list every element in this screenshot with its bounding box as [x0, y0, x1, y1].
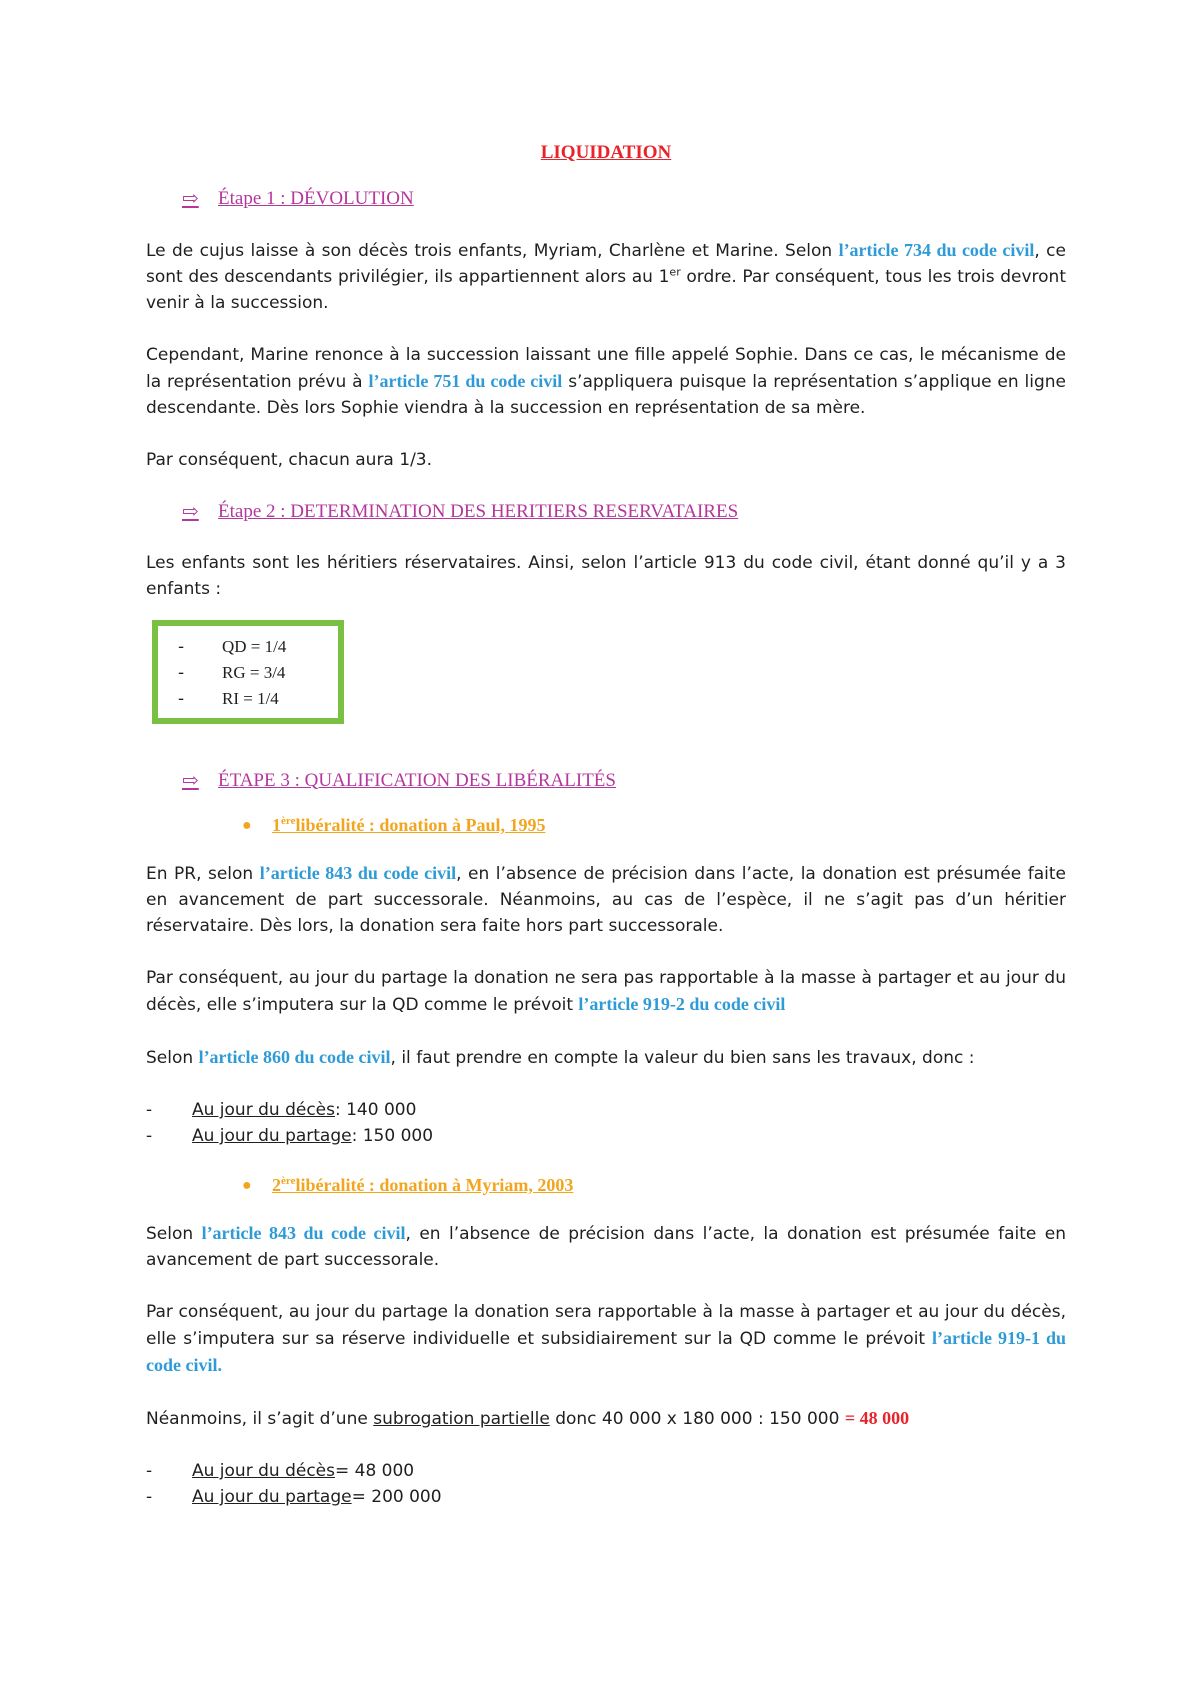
- text-run: libéralité : donation à Myriam, 2003: [295, 1175, 574, 1195]
- superscript: ère: [281, 1175, 296, 1187]
- dash-bullet: -: [178, 663, 185, 683]
- value-label: Au jour du partage: [192, 1126, 352, 1146]
- arrow-right-icon: ⇨: [182, 188, 199, 210]
- reserve-ri: RI = 1/4: [222, 689, 279, 708]
- liberalite-1-paragraph-1: [146, 860, 1066, 939]
- dash-bullet: -: [146, 1126, 153, 1146]
- liberalite-1-paragraph-2: [146, 965, 1066, 1018]
- article-reference: l’article 751 du code civil: [368, 371, 563, 391]
- liberalite-1-paragraph-3: [146, 1044, 1066, 1071]
- liberalite-2-heading: [242, 1175, 1066, 1196]
- text-run: ordre. Par conséquent, tous les trois devront venir à la succession.: [146, 267, 1066, 313]
- etape-1-heading: [182, 186, 1066, 211]
- text-run: libéralité : donation à Paul, 1995: [295, 815, 546, 835]
- liberalite-1-heading: [242, 815, 1066, 836]
- superscript: ère: [281, 815, 296, 827]
- text-run: , en l’absence de précision dans l’acte, la donation est présumée faite en avancement de part successorale. Néanmoins, au cas de l’espèce, il ne s’agit pas d’un héritier réservataire. Dès lors, la donation sera faite hors part successorale.: [146, 864, 1066, 936]
- list-item: [178, 686, 338, 712]
- value-amount: = 48 000: [334, 1461, 415, 1481]
- value-amount: : 150 000: [351, 1126, 434, 1146]
- list-item: [178, 634, 338, 660]
- text-run: Néanmoins, il s’agit d’une: [146, 1409, 374, 1429]
- dash-bullet: -: [146, 1487, 153, 1507]
- text-run: s’appliquera puisque la représentation s’applique en ligne descendante. Dès lors Sophie viendra à la succession en représentation de sa mère.: [146, 372, 1067, 418]
- arrow-right-icon: ⇨: [182, 770, 199, 792]
- etape-1-paragraph-3: Par conséquent, chacun aura 1/3.: [146, 450, 433, 470]
- page-title: LIQUIDATION: [540, 142, 672, 163]
- text-run: Le de cujus laisse à son décès trois enfants, Myriam, Charlène et Marine. Selon: [146, 241, 839, 261]
- liberalite-1-values: [146, 1097, 1066, 1149]
- bullet-icon: ●: [242, 816, 252, 834]
- reserve-list: [178, 634, 338, 712]
- list-item: [146, 1097, 1066, 1123]
- etape-3-heading-text: ÉTAPE 3 : QUALIFICATION DES LIBÉRALITÉS: [218, 769, 616, 791]
- article-reference: l’article 919-1 du code civil.: [146, 1328, 1066, 1375]
- value-label: Au jour du décès: [192, 1100, 335, 1120]
- article-reference: l’article 843 du code civil: [259, 863, 457, 883]
- article-reference: l’article 843 du code civil: [201, 1223, 406, 1243]
- bullet-icon: ●: [242, 1176, 252, 1194]
- text-run: 1: [272, 815, 281, 835]
- list-item: [178, 660, 338, 686]
- text-run: 2: [272, 1175, 281, 1195]
- value-amount: = 200 000: [351, 1487, 442, 1507]
- text-run: Selon: [146, 1048, 199, 1068]
- list-item: [146, 1458, 1066, 1484]
- liberalite-2-title: [272, 1175, 573, 1196]
- list-item: [146, 1484, 1066, 1510]
- etape-1-paragraph-2: [146, 342, 1066, 421]
- liberalite-2-paragraph-3: [146, 1405, 1066, 1432]
- document-content: [146, 142, 1066, 1536]
- value-amount: : 140 000: [334, 1100, 417, 1120]
- liberalite-2-paragraph-1: [146, 1220, 1066, 1273]
- dash-bullet: -: [146, 1100, 153, 1120]
- etape-2-heading: [182, 499, 1066, 524]
- etape-1-heading-text: Étape 1 : DÉVOLUTION: [218, 187, 414, 209]
- dash-bullet: -: [146, 1461, 153, 1481]
- value-label: Au jour du partage: [192, 1487, 352, 1507]
- article-reference: l’article 919-2 du code civil: [578, 994, 786, 1014]
- liberalite-2-values: [146, 1458, 1066, 1510]
- text-run: En PR, selon: [146, 864, 260, 884]
- etape-2-heading-text: Étape 2 : DETERMINATION DES HERITIERS RESERVATAIRES: [218, 500, 739, 522]
- dash-bullet: -: [178, 689, 185, 709]
- liberalite-1-title: [272, 815, 545, 836]
- text-run: Cependant, Marine renonce à la succession laissant une fille appelé Sophie. Dans ce cas, le mécanisme de la représentation prévu à: [146, 345, 1066, 392]
- value-label: Au jour du décès: [192, 1461, 335, 1481]
- dash-bullet: -: [178, 637, 185, 657]
- calculation-result: = 48 000: [844, 1408, 910, 1428]
- underlined-text: subrogation partielle: [373, 1409, 550, 1429]
- text-run: , en l’absence de précision dans l’acte, la donation est présumée faite en avancement de part successorale.: [146, 1224, 1066, 1270]
- text-run: donc 40 000 x 180 000 : 150 000: [549, 1409, 845, 1429]
- reserve-summary-box: [152, 620, 344, 724]
- article-reference: l’article 860 du code civil: [198, 1047, 391, 1067]
- text-run: , ce sont des descendants privilégier, ils appartiennent alors au 1: [146, 241, 1066, 287]
- reserve-qd: QD = 1/4: [222, 637, 287, 656]
- reserve-rg: RG = 3/4: [222, 663, 286, 682]
- liberalite-2-paragraph-2: [146, 1299, 1066, 1379]
- text-run: Selon: [146, 1224, 202, 1244]
- text-run: , il faut prendre en compte la valeur du bien sans les travaux, donc :: [390, 1048, 975, 1068]
- list-item: [146, 1123, 1066, 1149]
- text-run: Par conséquent, au jour du partage la donation sera rapportable à la masse à partager et au jour du décès, elle s’imputera sur sa réserve individuelle et subsidiairement sur la QD comme le prévoit: [146, 1302, 1066, 1349]
- article-reference: l’article 734 du code civil: [838, 240, 1035, 260]
- etape-2-paragraph-1: Les enfants sont les héritiers réservataires. Ainsi, selon l’article 913 du code civil, étant donné qu’il y a 3 enfants :: [146, 553, 1066, 599]
- superscript: er: [669, 265, 681, 279]
- arrow-right-icon: ⇨: [182, 501, 199, 523]
- etape-3-heading: [182, 768, 1066, 793]
- text-run: Par conséquent, au jour du partage la donation ne sera pas rapportable à la masse à partager et au jour du décès, elle s’imputera sur la QD comme le prévoit: [146, 968, 1066, 1015]
- etape-1-paragraph-1: [146, 237, 1066, 316]
